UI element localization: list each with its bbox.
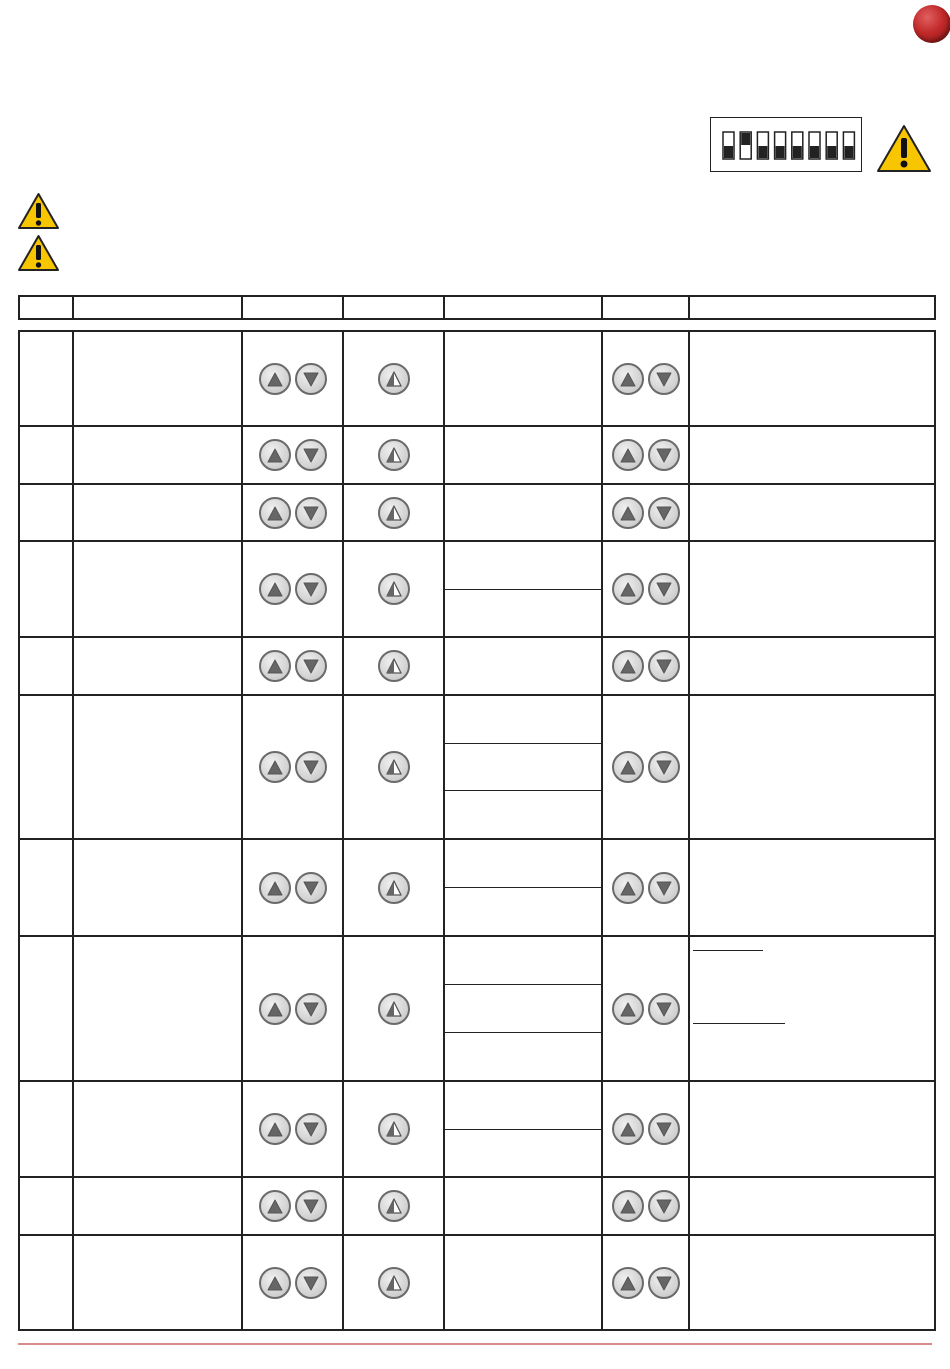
dip-switch-lever [758, 146, 767, 158]
row-number-cell [19, 541, 73, 637]
arrow-down-button[interactable] [648, 363, 680, 395]
arrow-up-button[interactable] [259, 573, 291, 605]
value-cell [444, 1235, 602, 1330]
arrow-up-icon [265, 369, 285, 389]
adjust-buttons-cell [602, 637, 689, 695]
row-number-cell [19, 426, 73, 484]
arrow-up-button[interactable] [612, 650, 644, 682]
notes-cell [689, 541, 935, 637]
table-header [18, 295, 936, 320]
confirm-button-cell [343, 541, 444, 637]
dip-switch-lever [793, 146, 802, 158]
value-option[interactable] [445, 1082, 601, 1130]
up-down-button-pair [259, 1113, 327, 1145]
page-marker-dot [913, 5, 950, 43]
adjust-buttons-cell [602, 1081, 689, 1177]
header-cell [73, 296, 242, 319]
arrow-up-icon [618, 369, 638, 389]
notes-cell [689, 1235, 935, 1330]
half-triangle-icon [384, 1273, 404, 1293]
arrow-down-button[interactable] [295, 993, 327, 1025]
up-down-button-pair [612, 1190, 680, 1222]
value-options [445, 542, 601, 636]
confirm-button-cell [343, 1177, 444, 1235]
select-buttons-cell [242, 839, 343, 936]
arrow-down-icon [654, 878, 674, 898]
confirm-button-cell [343, 1235, 444, 1330]
function-cell [73, 1177, 242, 1235]
arrow-up-button[interactable] [612, 993, 644, 1025]
arrow-up-button[interactable] [612, 1113, 644, 1145]
up-down-button-pair [259, 993, 327, 1025]
arrow-down-button[interactable] [295, 1267, 327, 1299]
arrow-up-button[interactable] [259, 993, 291, 1025]
arrow-down-button[interactable] [648, 573, 680, 605]
up-down-button-pair [612, 1267, 680, 1299]
arrow-up-icon [618, 445, 638, 465]
arrow-up-icon [618, 878, 638, 898]
half-triangle-icon [384, 656, 404, 676]
half-triangle-icon [384, 757, 404, 777]
arrow-down-icon [654, 579, 674, 599]
arrow-down-button[interactable] [648, 872, 680, 904]
table-row [19, 1235, 935, 1330]
warning-icon [876, 124, 932, 173]
arrow-down-icon [654, 369, 674, 389]
value-cell [444, 936, 602, 1081]
arrow-down-button[interactable] [295, 872, 327, 904]
table-row [19, 1177, 935, 1235]
arrow-up-icon [618, 503, 638, 523]
notes-cell [689, 936, 935, 1081]
arrow-down-icon [301, 445, 321, 465]
row-number-cell [19, 637, 73, 695]
value-option[interactable] [445, 840, 601, 888]
arrow-up-icon [265, 1119, 285, 1139]
arrow-up-button[interactable] [612, 1190, 644, 1222]
row-number-cell [19, 1081, 73, 1177]
arrow-down-button[interactable] [648, 751, 680, 783]
footer-rule [18, 1343, 932, 1345]
arrow-down-button[interactable] [648, 1113, 680, 1145]
header-cell [343, 296, 444, 319]
value-option[interactable] [445, 542, 601, 590]
confirm-button[interactable] [378, 497, 410, 529]
table-row [19, 426, 935, 484]
table-row [19, 839, 935, 936]
arrow-up-icon [265, 503, 285, 523]
adjust-buttons-cell [602, 331, 689, 426]
adjust-buttons-cell [602, 1235, 689, 1330]
arrow-down-icon [654, 999, 674, 1019]
confirm-button-cell [343, 484, 444, 541]
up-down-button-pair [259, 363, 327, 395]
half-triangle-icon [384, 999, 404, 1019]
up-down-button-pair [612, 497, 680, 529]
arrow-down-button[interactable] [295, 1190, 327, 1222]
settings-table [18, 330, 936, 1331]
value-cell [444, 426, 602, 484]
arrow-down-icon [654, 1196, 674, 1216]
arrow-up-icon [265, 1196, 285, 1216]
confirm-button-cell [343, 936, 444, 1081]
arrow-up-icon [618, 1119, 638, 1139]
confirm-button-cell [343, 839, 444, 936]
dip-switch-lever [724, 146, 733, 158]
arrow-up-icon [265, 1273, 285, 1293]
function-cell [73, 936, 242, 1081]
arrow-down-icon [654, 503, 674, 523]
select-buttons-cell [242, 1081, 343, 1177]
arrow-down-icon [654, 445, 674, 465]
arrow-down-icon [654, 1119, 674, 1139]
value-option[interactable] [445, 937, 601, 985]
notes-cell [689, 331, 935, 426]
table-row [19, 936, 935, 1081]
arrow-up-button[interactable] [259, 751, 291, 783]
warning-icon [17, 192, 60, 230]
arrow-up-icon [618, 1273, 638, 1293]
confirm-button[interactable] [378, 573, 410, 605]
select-buttons-cell [242, 695, 343, 839]
table-row [19, 541, 935, 637]
confirm-button[interactable] [378, 363, 410, 395]
up-down-button-pair [259, 573, 327, 605]
up-down-button-pair [612, 439, 680, 471]
notes-cell [689, 1081, 935, 1177]
arrow-up-icon [618, 1196, 638, 1216]
arrow-down-icon [301, 999, 321, 1019]
function-cell [73, 484, 242, 541]
function-cell [73, 331, 242, 426]
value-cell [444, 484, 602, 541]
table-row [19, 331, 935, 426]
arrow-down-button[interactable] [295, 751, 327, 783]
function-cell [73, 637, 242, 695]
row-number-cell [19, 1235, 73, 1330]
dip-switch-lever [741, 133, 750, 145]
up-down-button-pair [612, 872, 680, 904]
select-buttons-cell [242, 1177, 343, 1235]
select-buttons-cell [242, 936, 343, 1081]
up-down-button-pair [612, 751, 680, 783]
confirm-button[interactable] [378, 1190, 410, 1222]
row-number-cell [19, 484, 73, 541]
up-down-button-pair [612, 1113, 680, 1145]
confirm-button-cell [343, 1081, 444, 1177]
confirm-button[interactable] [378, 751, 410, 783]
select-buttons-cell [242, 541, 343, 637]
up-down-button-pair [259, 497, 327, 529]
value-cell [444, 541, 602, 637]
confirm-button[interactable] [378, 1113, 410, 1145]
value-option[interactable] [445, 1033, 601, 1080]
value-option[interactable] [445, 791, 601, 838]
confirm-button[interactable] [378, 993, 410, 1025]
up-down-button-pair [259, 872, 327, 904]
half-triangle-icon [384, 445, 404, 465]
value-cell [444, 331, 602, 426]
row-number-cell [19, 695, 73, 839]
arrow-up-icon [265, 878, 285, 898]
arrow-down-button[interactable] [295, 1113, 327, 1145]
arrow-up-button[interactable] [259, 497, 291, 529]
arrow-up-button[interactable] [612, 497, 644, 529]
row-number-cell [19, 331, 73, 426]
up-down-button-pair [612, 363, 680, 395]
up-down-button-pair [612, 993, 680, 1025]
arrow-down-button[interactable] [295, 650, 327, 682]
value-cell [444, 695, 602, 839]
value-option[interactable] [445, 744, 601, 792]
note-underline [693, 1023, 785, 1024]
half-triangle-icon [384, 579, 404, 599]
arrow-down-button[interactable] [295, 363, 327, 395]
arrow-down-button[interactable] [648, 1190, 680, 1222]
function-cell [73, 1081, 242, 1177]
header-cell [19, 296, 73, 319]
arrow-down-icon [654, 656, 674, 676]
value-options [445, 840, 601, 935]
arrow-up-icon [618, 656, 638, 676]
arrow-up-button[interactable] [612, 363, 644, 395]
value-option[interactable] [445, 985, 601, 1033]
function-cell [73, 426, 242, 484]
function-cell [73, 839, 242, 936]
value-cell [444, 1177, 602, 1235]
arrow-down-button[interactable] [648, 439, 680, 471]
arrow-up-icon [265, 656, 285, 676]
confirm-button[interactable] [378, 1267, 410, 1299]
dip-switch-block [710, 117, 862, 172]
value-cell [444, 1081, 602, 1177]
function-cell [73, 541, 242, 637]
table-row [19, 1081, 935, 1177]
value-cell [444, 839, 602, 936]
arrow-up-button[interactable] [259, 1267, 291, 1299]
value-options [445, 1082, 601, 1176]
arrow-up-button[interactable] [612, 573, 644, 605]
select-buttons-cell [242, 637, 343, 695]
adjust-buttons-cell [602, 936, 689, 1081]
dip-switch-graphic [711, 118, 861, 171]
notes-cell [689, 695, 935, 839]
select-buttons-cell [242, 1235, 343, 1330]
arrow-down-icon [654, 757, 674, 777]
arrow-down-icon [301, 1196, 321, 1216]
value-option[interactable] [445, 888, 601, 935]
header-cell [444, 296, 602, 319]
arrow-down-button[interactable] [648, 650, 680, 682]
notes-cell [689, 484, 935, 541]
select-buttons-cell [242, 426, 343, 484]
header-cell [602, 296, 689, 319]
adjust-buttons-cell [602, 484, 689, 541]
half-triangle-icon [384, 1119, 404, 1139]
row-number-cell [19, 1177, 73, 1235]
confirm-button-cell [343, 637, 444, 695]
arrow-down-button[interactable] [295, 573, 327, 605]
arrow-up-button[interactable] [259, 872, 291, 904]
warning-icon [17, 234, 60, 272]
confirm-button-cell [343, 331, 444, 426]
up-down-button-pair [612, 650, 680, 682]
arrow-down-button[interactable] [295, 497, 327, 529]
adjust-buttons-cell [602, 695, 689, 839]
up-down-button-pair [259, 1267, 327, 1299]
arrow-up-icon [265, 579, 285, 599]
up-down-button-pair [259, 1190, 327, 1222]
half-triangle-icon [384, 369, 404, 389]
notes-cell [689, 426, 935, 484]
header-cell [242, 296, 343, 319]
up-down-button-pair [612, 573, 680, 605]
arrow-up-button[interactable] [259, 650, 291, 682]
arrow-up-icon [618, 579, 638, 599]
arrow-up-icon [618, 757, 638, 777]
arrow-up-button[interactable] [259, 439, 291, 471]
half-triangle-icon [384, 1196, 404, 1216]
arrow-up-button[interactable] [612, 872, 644, 904]
arrow-down-icon [301, 369, 321, 389]
up-down-button-pair [259, 650, 327, 682]
up-down-button-pair [259, 439, 327, 471]
function-cell [73, 695, 242, 839]
value-option[interactable] [445, 1130, 601, 1177]
row-number-cell [19, 839, 73, 936]
arrow-up-button[interactable] [612, 439, 644, 471]
table-row [19, 484, 935, 541]
arrow-down-icon [301, 656, 321, 676]
arrow-down-button[interactable] [648, 993, 680, 1025]
value-options [445, 696, 601, 838]
arrow-up-button[interactable] [259, 363, 291, 395]
dip-switch-lever [844, 146, 853, 158]
confirm-button[interactable] [378, 439, 410, 471]
dip-switch-lever [776, 146, 785, 158]
table-row [19, 695, 935, 839]
value-option[interactable] [445, 590, 601, 637]
half-triangle-icon [384, 503, 404, 523]
notes-cell [689, 839, 935, 936]
arrow-down-button[interactable] [648, 1267, 680, 1299]
value-cell [444, 637, 602, 695]
arrow-up-button[interactable] [612, 751, 644, 783]
select-buttons-cell [242, 331, 343, 426]
confirm-button[interactable] [378, 872, 410, 904]
adjust-buttons-cell [602, 426, 689, 484]
arrow-down-icon [301, 503, 321, 523]
function-cell [73, 1235, 242, 1330]
arrow-up-button[interactable] [259, 1113, 291, 1145]
arrow-up-icon [265, 999, 285, 1019]
note-underline [693, 950, 763, 951]
select-buttons-cell [242, 484, 343, 541]
notes-cell [689, 1177, 935, 1235]
arrow-up-button[interactable] [259, 1190, 291, 1222]
half-triangle-icon [384, 878, 404, 898]
adjust-buttons-cell [602, 1177, 689, 1235]
arrow-down-button[interactable] [295, 439, 327, 471]
arrow-down-button[interactable] [648, 497, 680, 529]
adjust-buttons-cell [602, 839, 689, 936]
up-down-button-pair [259, 751, 327, 783]
adjust-buttons-cell [602, 541, 689, 637]
value-options [445, 937, 601, 1080]
arrow-up-button[interactable] [612, 1267, 644, 1299]
confirm-button-cell [343, 695, 444, 839]
arrow-down-icon [301, 757, 321, 777]
arrow-down-icon [654, 1273, 674, 1293]
notes-cell [689, 637, 935, 695]
arrow-down-icon [301, 878, 321, 898]
dip-switch-lever [827, 146, 836, 158]
table-row [19, 637, 935, 695]
arrow-up-icon [265, 757, 285, 777]
arrow-down-icon [301, 579, 321, 599]
arrow-up-icon [618, 999, 638, 1019]
value-option[interactable] [445, 696, 601, 744]
arrow-down-icon [301, 1273, 321, 1293]
confirm-button[interactable] [378, 650, 410, 682]
arrow-down-icon [301, 1119, 321, 1139]
dip-switch-lever [810, 146, 819, 158]
row-number-cell [19, 936, 73, 1081]
header-cell [689, 296, 935, 319]
arrow-up-icon [265, 445, 285, 465]
confirm-button-cell [343, 426, 444, 484]
